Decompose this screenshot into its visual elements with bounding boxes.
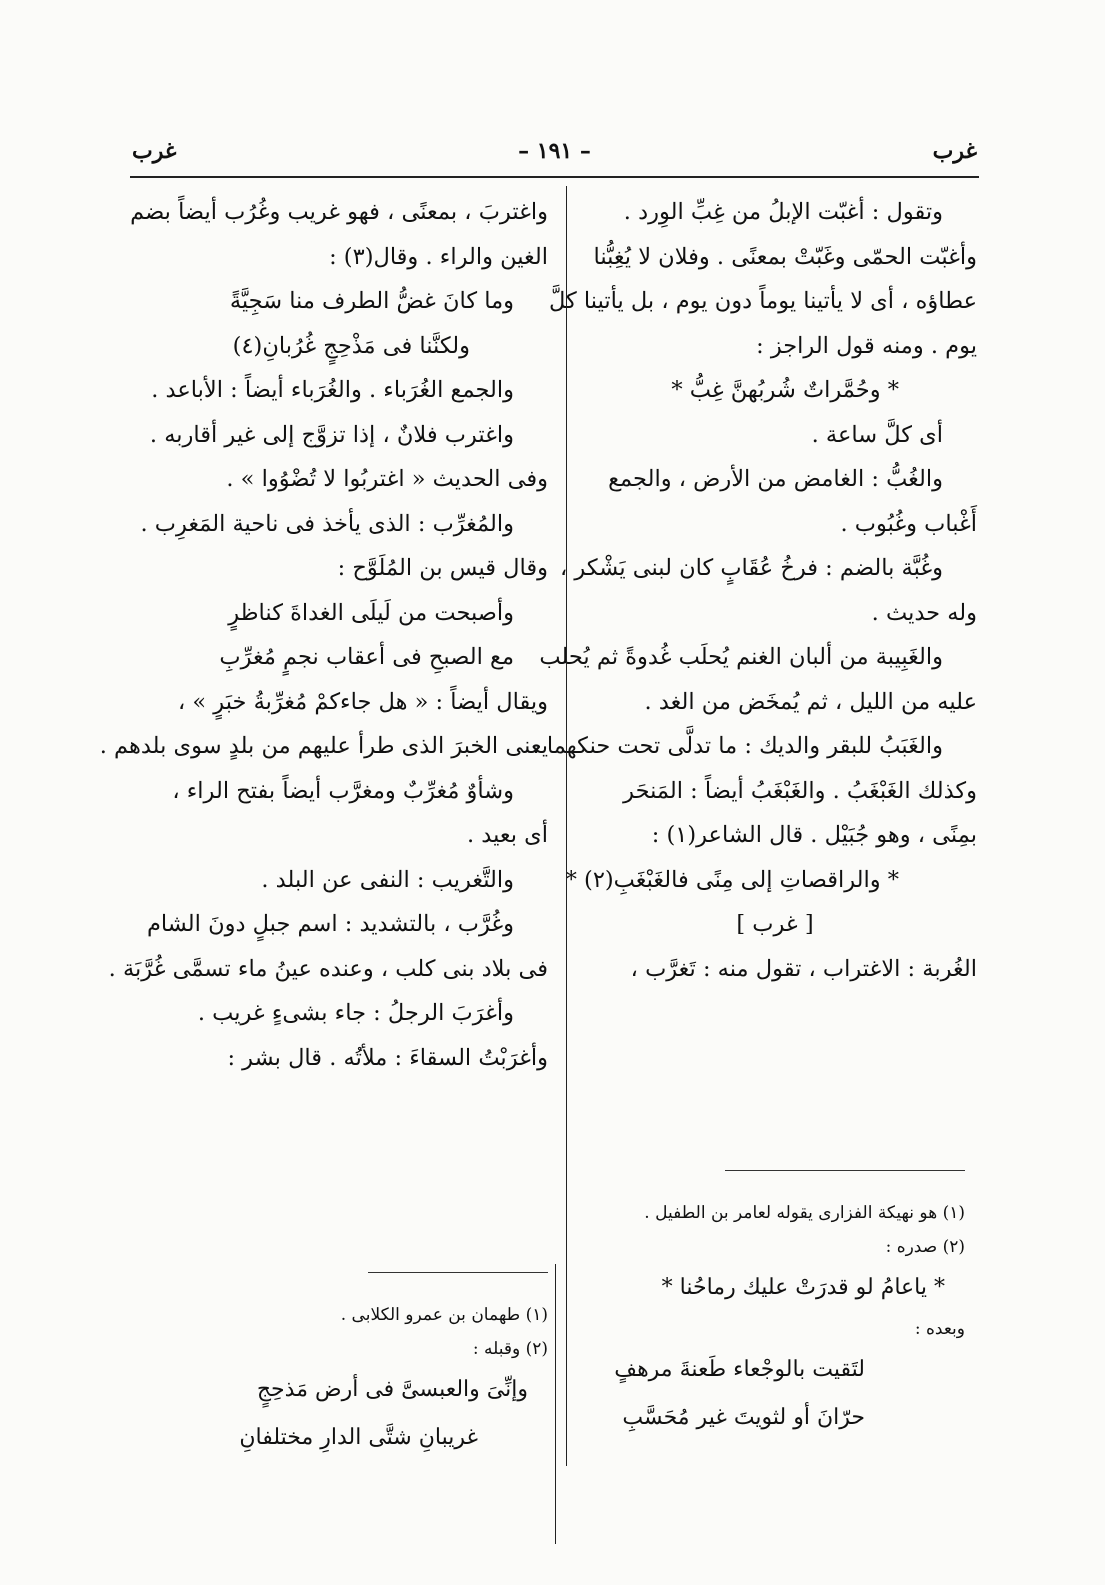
footnote-rule-left [368, 1272, 548, 1273]
footnote-verse: * ياعامُ لو قدرَتْ عليك رماحُنا * [661, 1275, 945, 1300]
section-heading: [ غرب ] [736, 911, 814, 937]
verse-line: وأصبحت من لَيلَى الغداةَ كناظرٍ [228, 599, 514, 626]
text-line: واغتربَ ، بمعنًى ، فهو غريب وغُرُب أيضاً بضم [130, 199, 548, 225]
text-line: عليه من الليل ، ثم يُمخَض من الغد . [644, 688, 977, 715]
footnote-margin-bar [555, 1264, 556, 1544]
text-line: وغُرَّب ، بالتشديد : اسم جبلٍ دونَ الشام [146, 911, 514, 937]
verse-line: مع الصبحِ فى أعقاب نجمٍ مُغرِّبِ [219, 644, 514, 670]
footnote-line: وبعده : [914, 1319, 965, 1339]
footnote-verse: لتَقيت بالوجْعاء طَعنةَ مرهفٍ [614, 1357, 865, 1382]
text-line: وكذلك الغَبْغَبُ . والغَبْغَبُ أيضاً : المَنحَر [623, 777, 977, 804]
text-line: والغُبُّ : الغامض من الأرض ، والجمع [608, 466, 943, 492]
text-line: والغَبَبُ للبقر والديك : ما تدلَّى تحت حنكهما ، [532, 733, 943, 759]
text-line: وشأوٌ مُغرِّبٌ ومغرَّب أيضاً بفتح الراء ، [172, 777, 514, 804]
footnote-line: (١) طهمان بن عمرو الكلابى . [340, 1305, 548, 1325]
left-column [99, 190, 548, 1080]
text-line: والتَّغريب : النفى عن البلد . [261, 866, 514, 893]
page-header [132, 138, 977, 178]
text-line: وتقول : أغبّت الإبلُ من غِبِّ الوِرد . [623, 199, 943, 225]
text-line: والمُغرِّب : الذى يأخذ فى ناحية المَغرِب . [140, 510, 514, 537]
footnote-verse: حرّانَ أو لثويتَ غير مُحَسَّبِ [622, 1405, 865, 1430]
text-line: بمِنًى ، وهو جُبَيْل . قال الشاعر(١) : [651, 822, 977, 848]
text-line: أى بعيد . [466, 822, 548, 848]
footnote-line: (٢) وقبله : [472, 1339, 548, 1359]
text-line: يوم . ومنه قول الراجز : [756, 332, 977, 359]
text-line: والغَبِيبة من ألبان الغنم يُحلَب غُدوةً ثم يُحلب [539, 644, 943, 670]
verse-line: * وحُمَّراتٌ شُربُهنَّ غِبُّ * [671, 377, 899, 403]
footnote-verse: وإنِّىَ والعبسىَّ فى أرض مَذحِجٍ [256, 1377, 528, 1402]
text-line: والجمع الغُرَباء . والغُرَباء أيضاً : الأباعد . [151, 377, 514, 403]
text-line: عطاؤه ، أى لا يأتينا يوماً دون يوم ، بل يأتينا كلَّ [549, 288, 977, 314]
verse-line: وما كانَ غضُّ الطرف منا سَجِيَّةً [229, 288, 514, 314]
text-line: وأغرَبْتُ السقاءَ : ملأتُه . قال بشر : [227, 1044, 548, 1071]
footnotes-right [565, 1196, 965, 1442]
page-number: – ١٩١ – [518, 138, 591, 164]
text-line: وأغرَبَ الرجلُ : جاء بشىءٍ غريب . [197, 1000, 514, 1026]
text-line: وقال قيس بن المُلَوَّح : [337, 555, 548, 581]
text-line: وغُبَّة بالضم : فرخُ عُقَابٍ كان لبنى يَشْكر ، [560, 555, 943, 581]
header-rule [130, 176, 979, 178]
text-line: الغين والراء . وقال(٣) : [329, 243, 548, 270]
text-line: أى كلَّ ساعة . [811, 421, 943, 448]
header-root-word-left: غرب [132, 138, 177, 164]
text-line: واغترب فلانٌ ، إذا تزوَّج إلى غير أقاربه . [149, 421, 514, 448]
right-column [532, 190, 977, 991]
footnote-line: (١) هو نهيكة الفزارى يقوله لعامر بن الطفيل . [644, 1203, 965, 1223]
text-line: وله حديث . [871, 599, 977, 626]
footnote-rule-right [725, 1170, 965, 1171]
footnotes-left [140, 1298, 548, 1462]
text-line: الغُربة : الاغتراب ، تقول منه : تَغرَّب ، [630, 955, 977, 982]
header-root-word-right: غرب [932, 138, 977, 164]
text-line: أَغْباب وغُبُوب . [840, 510, 977, 537]
footnote-verse: غريبانِ شتَّى الدارِ مختلفانِ [239, 1425, 478, 1450]
text-line: فى بلاد بنى كلب ، وعنده عينُ ماء تسمَّى غُرَّبَة . [108, 955, 548, 982]
verse-line: * والراقصاتِ إلى مِنًى فالغَبْغَبِ(٢) * [565, 866, 899, 893]
text-line: وأغبّت الحمّى وغَبّتْ بمعنًى . وفلان لا يُغِبُّنا [593, 243, 977, 270]
verse-line: ولكنَّنا فى مَذْحِجٍ غُرُبانِ(٤) [232, 332, 470, 359]
text-line: يعنى الخبرَ الذى طرأ عليهم من بلدٍ سوى بلدهم . [99, 733, 548, 759]
text-line: ويقال أيضاً : « هل جاءكمْ مُغرِّبةُ خبَرٍ » ، [177, 688, 548, 715]
text-line: وفى الحديث « اغتربُوا لا تُضْوُوا » . [226, 466, 548, 492]
footnote-line: (٢) صدره : [885, 1237, 965, 1257]
